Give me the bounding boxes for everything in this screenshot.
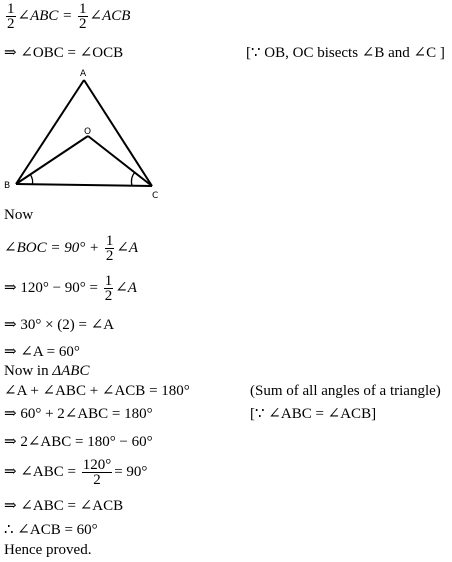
equation-acb-60: ∴ ∠ACB = 60°	[4, 522, 98, 538]
angle-mark-c	[131, 172, 135, 186]
equation-angle-sum: ∠A + ∠ABC + ∠ACB = 180°	[4, 383, 190, 399]
equation-60-plus-2abc: ⇒ 60° + 2∠ABC = 180°	[4, 406, 153, 422]
equation-30-times-2: ⇒ 30° × (2) = ∠A	[4, 317, 115, 333]
equation-obc-ocb: ⇒ ∠OBC = ∠OCB	[4, 45, 124, 61]
fraction-half: $\frac{1}{2}$	[105, 233, 114, 264]
fraction-half: $\frac{1}{2}$	[104, 273, 113, 304]
equation-boc: ∠BOC = 90° + $\frac{1}{2}$ ∠A	[4, 233, 139, 264]
equation-abc-acb: ⇒ ∠ABC = ∠ACB	[4, 498, 124, 514]
text-hence-proved: Hence proved.	[4, 542, 92, 558]
text-now: Now	[4, 207, 34, 223]
side-ab	[16, 80, 84, 184]
reason-angle-sum: (Sum of all angles of a triangle)	[250, 383, 441, 399]
side-ac	[84, 80, 152, 186]
triangle-figure	[0, 66, 160, 201]
fraction-120-over-2: $\frac{120^\circ}{2}$	[82, 457, 112, 488]
reason-abc-equals-acb: [∵ ∠ABC = ∠ACB]	[250, 406, 377, 422]
label-a: A	[80, 69, 87, 79]
segment-oc	[88, 136, 152, 186]
segment-ob	[16, 136, 88, 184]
label-c: C	[152, 191, 159, 201]
equation-2abc: ⇒ 2∠ABC = 180° − 60°	[4, 434, 153, 450]
equation-a-60: ⇒ ∠A = 60°	[4, 344, 80, 360]
reason-bisector: [∵ OB, OC bisects ∠B and ∠C ]	[246, 45, 445, 61]
fraction-half: $\frac{1}{2}$	[79, 1, 87, 32]
label-o: O	[84, 127, 92, 137]
equation-120-minus-90: ⇒ 120° − 90° = $\frac{1}{2}$ ∠A	[4, 273, 137, 304]
equation-abc-90: ⇒ ∠ABC = $\frac{120^\circ}{2}$ = 90°	[4, 457, 148, 488]
fraction-half: $\frac{1}{2}$	[7, 1, 15, 32]
equation-half-angles: $\frac{1}{2}$ ∠ABC = $\frac{1}{2}$ ∠ACB	[7, 1, 131, 32]
text-now-in-abc: Now in ΔABC	[4, 363, 90, 379]
label-b: B	[4, 181, 11, 191]
